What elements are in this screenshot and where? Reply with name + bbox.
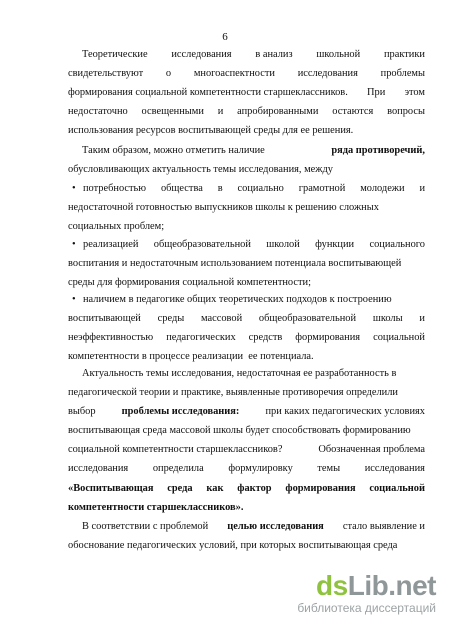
bullet-item-3 [68,290,425,366]
word: массовой [201,313,243,325]
word: общеобразовательной [258,313,357,325]
logo-wordmark [297,572,436,600]
word: практики [383,49,425,60]
word: недостаточной готовностью выпускников школы к решению сложных [68,202,379,214]
text-line [68,421,425,440]
bold-phrase: целью исследования [227,521,324,532]
word: исследования [171,49,232,60]
word: педагогической теории и практике, выявленные противоречия определили [68,387,398,399]
text-line [68,536,425,555]
word: темы [317,463,341,475]
word: и [419,183,425,194]
word: школой [266,239,300,250]
word: воспитывающая среда массовой школы будет способствовать формированию [68,425,411,437]
word: апробированными [237,106,319,118]
page-number: 6 [222,31,228,43]
word: среды для формирования социальной компетентности; [68,277,311,289]
word: обусловливающих актуальность темы исследования, между [68,164,333,176]
text-line [68,179,425,198]
word: социальных проблем; [68,221,165,233]
word: этом [404,87,425,99]
logo-part: ds [316,570,348,601]
word: в [217,183,223,194]
text-line [68,121,425,140]
text-line [68,217,425,236]
word: В соответствии с проблемой [82,521,209,532]
bold-phrase: формирования [285,482,356,494]
word: неэффективностью [68,332,154,344]
word: и [217,106,224,118]
word: остаются [332,106,374,118]
text-line [68,83,425,102]
paragraph-4 [68,517,425,555]
text-line [68,402,425,421]
text-line [68,64,425,83]
word: формирования социальной компетентности старшеклассников. [68,87,348,99]
word: школьной [316,49,361,60]
word: при каких педагогических условиях [265,406,425,418]
word: выбор [68,406,96,418]
word: воспитания и недостаточным использованием потенциала воспитывающей [68,258,402,270]
word: • потребностью [83,183,147,194]
bullet-item-2 [68,235,425,292]
logo-part: .net [388,570,436,601]
text-line [68,328,425,347]
paragraph-2 [68,141,425,179]
word: педагогических [166,332,236,344]
word: воспитывающей [68,313,141,325]
word: стало выявление и [342,521,425,532]
text-line [68,141,425,160]
text-line [68,440,425,459]
text-line [68,498,425,517]
word: исследования [297,68,358,80]
dslib-watermark-logo [297,572,436,615]
word: проблемы [380,68,425,80]
text-line [68,290,425,309]
text-line [68,479,425,498]
paragraph-1 [68,45,425,140]
word: вопросы [387,106,425,118]
bold-phrase: проблемы исследования: [121,406,240,418]
word: определила [152,463,204,475]
word: школы [372,313,403,325]
word: исследования [364,463,425,475]
word: функции [315,239,355,250]
text-line [68,235,425,254]
text-line [68,364,425,383]
bold-phrase: как [206,482,224,494]
word: формулировку [228,463,293,475]
word: свидетельствуют [68,68,144,80]
word: средств [248,332,283,344]
word: недостаточно [68,106,128,118]
word: социальной компетентности старшеклассников? [68,444,283,456]
word: использования ресурсов воспитывающей среды для ее решения. [68,125,354,137]
word: исследования [68,463,129,475]
text-line [68,198,425,217]
logo-part: Lib [347,570,389,601]
text-line [68,517,425,536]
word: компетентности в процессе реализации ее потенциала. [68,351,314,363]
word: социальной [373,332,425,344]
text-line [68,160,425,179]
word: • наличием в педагогике общих теоретических подходов к построению [83,294,392,305]
word: молодежи [360,183,405,194]
word: в анализ [255,49,293,60]
paragraph-3 [68,364,425,517]
text-line [68,309,425,328]
text-line [68,254,425,273]
bold-phrase: среда [167,482,193,494]
word: Теоретические [82,49,148,60]
word: и [419,313,425,325]
word: грамотной [298,183,346,194]
word: социально [237,183,284,194]
word: При [367,87,386,99]
word: формирования [295,332,361,344]
word: Таким образом, можно отметить наличие [82,145,265,156]
text-line [68,383,425,402]
word: среды [157,313,185,325]
bullet-item-1 [68,179,425,236]
word: общества [160,183,203,194]
bold-phrase: социальной [369,482,425,494]
word: о [165,68,172,80]
bold-phrase: фактор [237,482,272,494]
word: многоаспектности [193,68,275,80]
word: Актуальность темы исследования, недостаточная ее разработанность в [82,368,397,379]
text-line [68,102,425,121]
text-line [68,45,425,64]
word: обоснование педагогических условий, при которых воспитывающая среда [68,540,398,552]
word: Обозначенная проблема [318,444,425,456]
word: общеобразовательной [153,239,251,250]
text-line [68,459,425,478]
bold-phrase: компетентности старшеклассников». [68,501,244,513]
bold-phrase: ряда противоречий, [331,145,425,156]
word: освещенными [141,106,204,118]
bold-phrase: «Воспитывающая [68,482,154,494]
word: • реализацией [83,239,139,250]
word: социального [369,239,425,250]
logo-subtitle: библиотека диссертаций [297,601,436,615]
